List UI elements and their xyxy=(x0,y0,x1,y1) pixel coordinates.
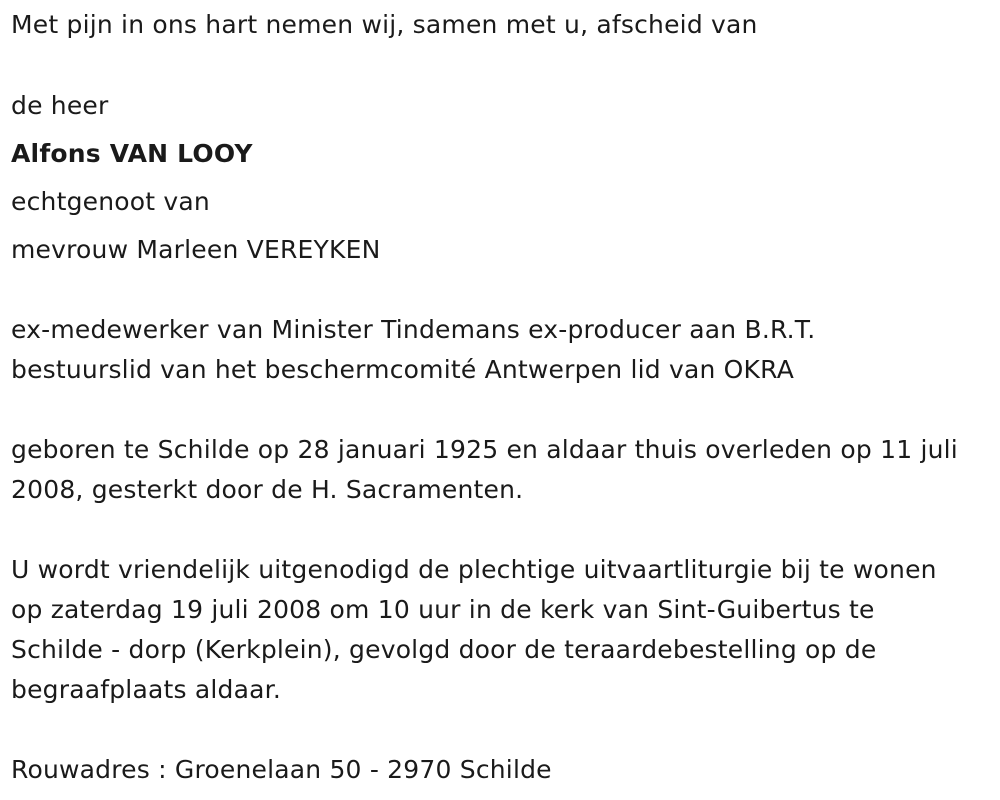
invitation-line-1: U wordt vriendelijk uitgenodigd de plechtige uitvaartliturgie bij te wonen xyxy=(11,555,937,584)
role-line-2: bestuurslid van het beschermcomité Antwerpen lid van OKRA xyxy=(11,355,795,384)
invitation-line-4: begraafplaats aldaar. xyxy=(11,675,281,704)
mourning-address: Rouwadres : Groenelaan 50 - 2970 Schilde xyxy=(11,755,552,784)
role-line-1: ex-medewerker van Minister Tindemans ex-producer aan B.R.T. xyxy=(11,315,816,344)
birth-death-line-2: 2008, gesterkt door de H. Sacramenten. xyxy=(11,475,524,504)
birth-death-line-1: geboren te Schilde op 28 januari 1925 en aldaar thuis overleden op 11 juli xyxy=(11,435,958,464)
relation-text: echtgenoot van xyxy=(11,187,210,216)
salutation-text: de heer xyxy=(11,91,109,120)
intro-text: Met pijn in ons hart nemen wij, samen met u, afscheid van xyxy=(11,10,758,39)
spouse-name: mevrouw Marleen VEREYKEN xyxy=(11,235,381,264)
invitation-line-2: op zaterdag 19 juli 2008 om 10 uur in de kerk van Sint-Guibertus te xyxy=(11,595,875,624)
invitation-line-3: Schilde - dorp (Kerkplein), gevolgd door de teraardebestelling op de xyxy=(11,635,877,664)
deceased-name: Alfons VAN LOOY xyxy=(11,139,253,168)
